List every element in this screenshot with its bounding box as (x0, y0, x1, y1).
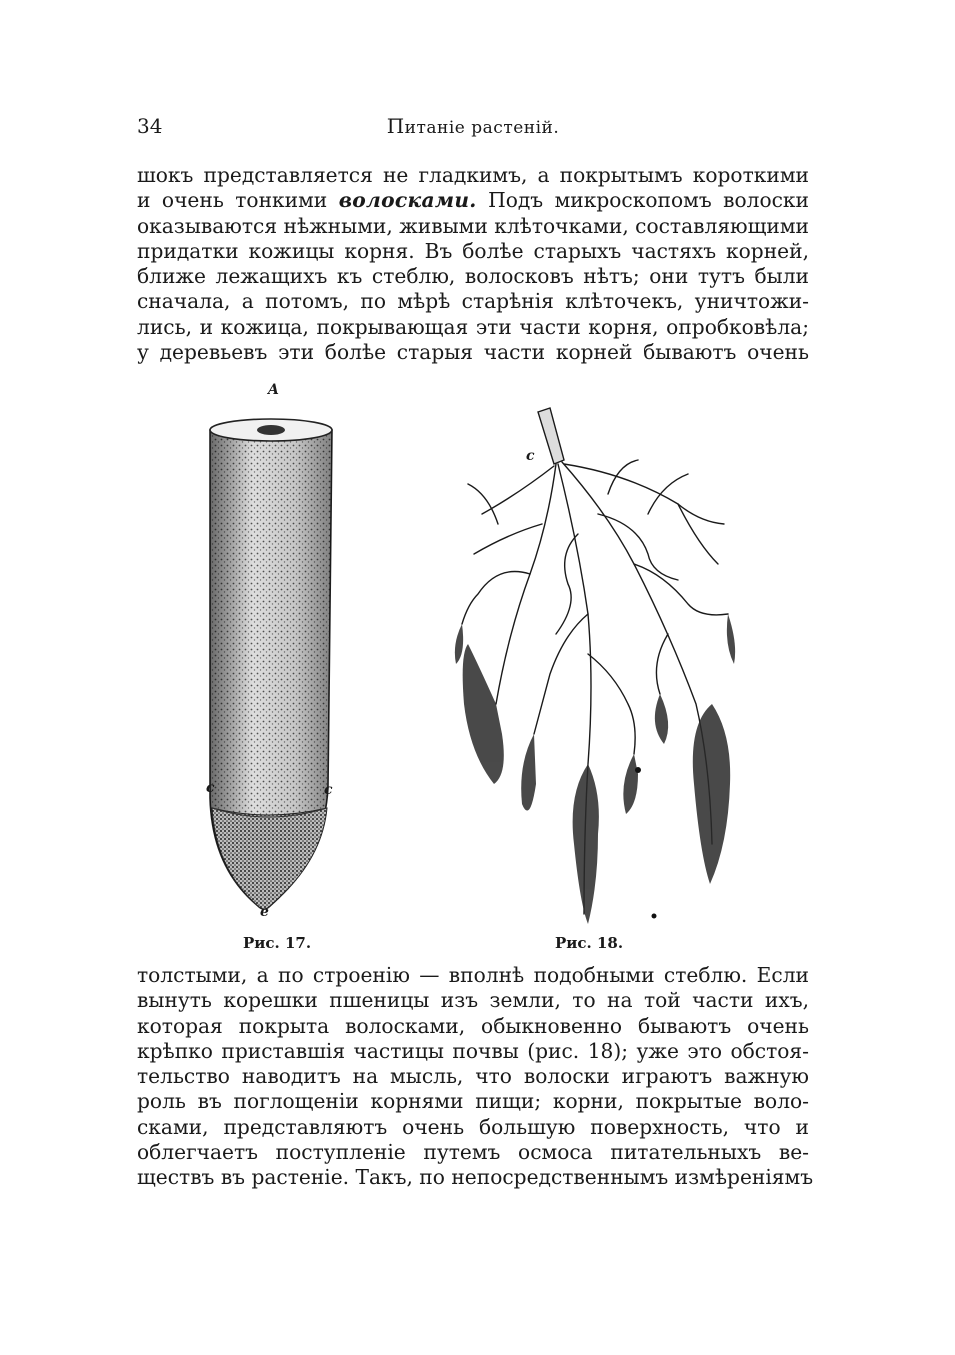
text-line-segment: шокъ представляется не гладкимъ, а покрытымъ короткими (137, 163, 809, 187)
figure-17-label-top: A (268, 382, 279, 398)
text-line: толстыми, а по строенію — вполнѣ подобными стеблю. Если (137, 963, 809, 987)
figure-17-label-right: c (324, 782, 333, 798)
text-line-segment: у деревьевъ эти болѣе старыя части корней бываютъ очень (137, 340, 809, 365)
text-line (137, 315, 809, 340)
figure-18-caption: Рис. 18. (555, 934, 624, 952)
root-tip-illustration (196, 378, 346, 923)
figure-17-caption: Рис. 17. (243, 934, 312, 952)
top-paragraph (137, 163, 809, 365)
figure-17-root-tip (196, 378, 346, 923)
text-line-segment: и очень тонкими (137, 188, 339, 213)
figure-17-label-left: c (206, 780, 215, 796)
figure-18-label-stem: c (526, 448, 535, 464)
text-line (137, 163, 809, 188)
text-line: облегчаетъ поступленіе путемъ осмоса питательныхъ ве- (137, 1140, 809, 1165)
page-number: 34 (137, 114, 163, 138)
figure-17-label-bottom: e (260, 904, 269, 920)
text-line-segment: ближе лежащихъ къ стеблю, волосковъ нѣтъ; они тутъ были (137, 264, 809, 289)
figure-18-wheat-roots (438, 404, 748, 926)
text-line (137, 188, 809, 213)
text-line (137, 214, 809, 239)
text-line-segment: сначала, а потомъ, по мѣрѣ старѣнія клѣточекъ, уничтожи- (137, 289, 809, 314)
text-line: крѣпко приставшія частицы почвы (рис. 18); уже это обстоя- (137, 1038, 809, 1063)
text-line (137, 264, 809, 289)
text-line (137, 289, 809, 314)
page-header (137, 114, 809, 144)
wheat-roots-illustration (438, 404, 748, 926)
text-line: которая покрыта волосками, обыкновенно бываютъ очень (137, 1013, 809, 1038)
text-line: вынуть корешки пшеницы изъ земли, то на той части ихъ, (137, 988, 809, 1013)
text-line-segment: придатки кожицы корня. Въ болѣе старыхъ частяхъ корней, (137, 238, 809, 263)
text-line-segment: лись, и кожица, покрывающая эти части корня, опробковѣла; (137, 314, 809, 339)
running-title (137, 114, 809, 138)
bottom-paragraph (137, 963, 814, 1191)
text-line: ществъ въ растеніе. Такъ, по непосредственнымъ измѣреніямъ (137, 1165, 814, 1190)
text-line (137, 340, 809, 365)
running-title-rest: итаніе растеній. (404, 118, 560, 138)
text-line (137, 239, 809, 264)
emphasized-term: волосками. (338, 188, 477, 213)
text-line: тельство наводитъ на мысль, что волоски играютъ важную (137, 1064, 809, 1089)
text-line: роль въ поглощеніи корнями пищи; корни, покрытые воло- (137, 1089, 809, 1114)
text-line-segment: Подъ микроскопомъ волоски (476, 188, 810, 213)
text-line-segment: оказываются нѣжными, живыми клѣточками, составляющими (137, 213, 810, 238)
running-title-cap: П (386, 114, 405, 138)
text-line: сками, представляютъ очень большую поверхность, что и (137, 1114, 809, 1139)
